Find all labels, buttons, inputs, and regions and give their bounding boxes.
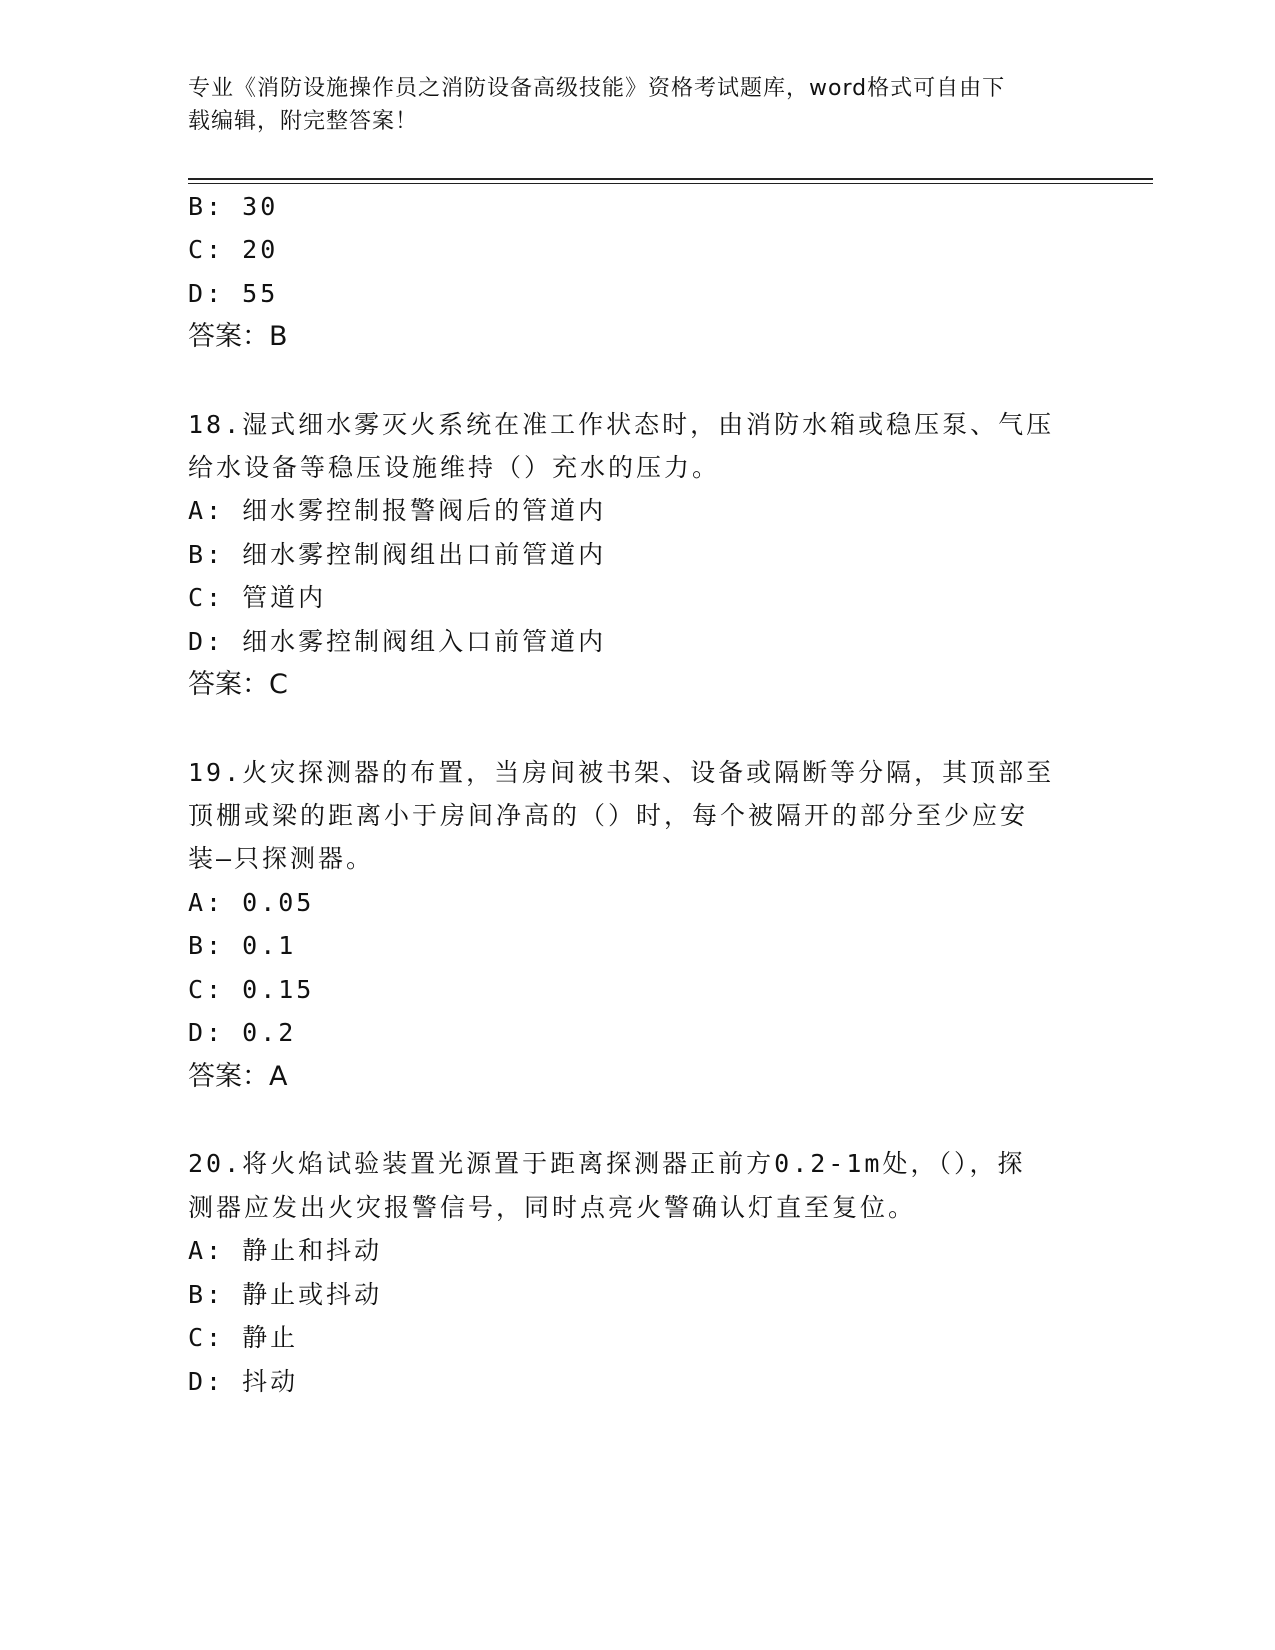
q17-answer: 答案：B	[188, 321, 288, 352]
q19-option-a: A: 0.05	[188, 888, 315, 917]
header-line-1: 专业《消防设施操作员之消防设备高级技能》资格考试题库，word格式可自由下	[188, 76, 1006, 101]
q18-answer: 答案：C	[188, 669, 288, 700]
header-line-2: 载编辑，附完整答案！	[188, 109, 419, 134]
q18-stem-line-1: 18.湿式细水雾灭火系统在准工作状态时，由消防水箱或稳压泵、气压	[188, 410, 1055, 439]
q18-option-d: D: 细水雾控制阀组入口前管道内	[188, 627, 607, 656]
q18-option-c: C: 管道内	[188, 583, 327, 612]
q20-stem-line-2: 测器应发出火灾报警信号，同时点亮火警确认灯直至复位。	[188, 1193, 917, 1222]
header-divider-thick	[188, 178, 1153, 180]
document-header	[188, 72, 1068, 138]
q19-option-d: D: 0.2	[188, 1018, 297, 1047]
q20-option-a: A: 静止和抖动	[188, 1236, 383, 1265]
q19-stem-line-2: 顶棚或梁的距离小于房间净高的（）时，每个被隔开的部分至少应安	[188, 801, 1029, 830]
q19-answer: 答案：A	[188, 1061, 288, 1092]
header-divider-thin	[188, 183, 1153, 184]
q19-option-b: B: 0.1	[188, 931, 297, 960]
q17-option-c: C: 20	[188, 235, 279, 264]
q20-option-c: C: 静止	[188, 1323, 299, 1352]
q19-option-c: C: 0.15	[188, 975, 315, 1004]
q17-option-b: B: 30	[188, 192, 279, 221]
q20-stem-line-1: 20.将火焰试验装置光源置于距离探测器正前方0.2-1m处，（），探	[188, 1149, 1026, 1178]
q20-option-d: D: 抖动	[188, 1367, 299, 1396]
q17-option-d: D: 55	[188, 279, 279, 308]
q19-stem-line-1: 19.火灾探测器的布置，当房间被书架、设备或隔断等分隔，其顶部至	[188, 758, 1055, 787]
q19-stem-line-3: 装—只探测器。	[188, 844, 375, 873]
q18-option-a: A: 细水雾控制报警阀后的管道内	[188, 496, 607, 525]
q20-option-b: B: 静止或抖动	[188, 1280, 383, 1309]
q18-stem-line-2: 给水设备等稳压设施维持（）充水的压力。	[188, 453, 721, 482]
q18-option-b: B: 细水雾控制阀组出口前管道内	[188, 540, 607, 569]
